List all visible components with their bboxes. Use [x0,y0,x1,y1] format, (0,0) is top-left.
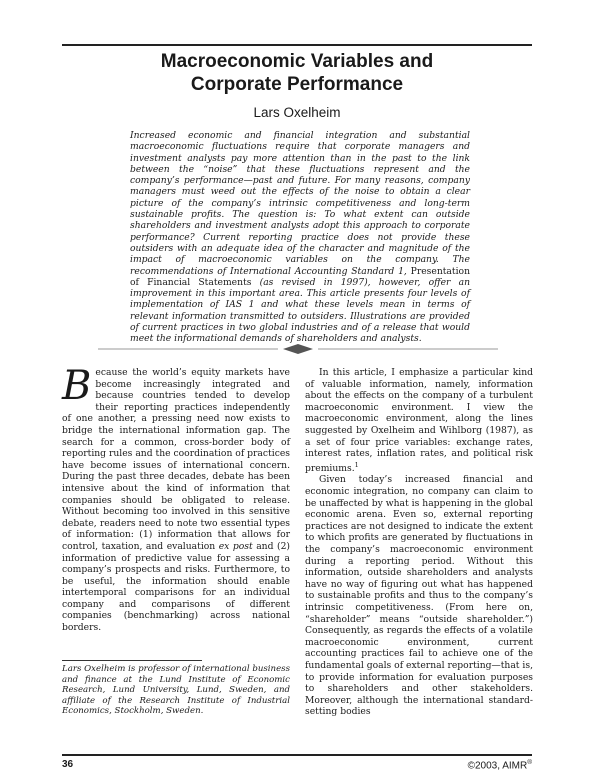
abstract-standard-name: Presentation of Financial Statements [130,265,470,288]
body-right-paragraph-2: Given today’s increased financial and economic integration, no company can claim to be unaffected by what is happening in the global economic arena. Even so, external reporting practices are not designed to indicate the extent to which profits are generated by fluctuations in the company’s macroeconomic environment during a reporting period. Without this information, outside shareholders and analysts have no way of figuring out what has happened to sustainable profits and thus to the company’s intrinsic competitiveness. (From here on, “shareholder” means “outside shareholder.”) Consequently, as regards the effects of a volatile macroeconomic environment, current accounting practices fail to achieve one of the fundamental goals of external reporting—that is, to provide information for evaluation purposes to shareholders and other stakeholders. Moreover, although the international standard-setting bodies [305,474,533,718]
body-right-paragraph-1 [305,367,533,474]
author-footnote: Lars Oxelheim is professor of international business and finance at the Lund Institute of Economic Research, Lund University, Lund, Sweden, and affiliate of the Research Institute of Industrial Economics, Stockholm, Sweden. [62,664,290,717]
copyright-text: ©2003, AIMR [467,760,528,772]
footnote-rule [62,660,202,661]
drop-cap: B [62,363,92,409]
body-right-paragraph-1-text: In this article, I emphasize a particular kind of valuable information, namely, information about the effects on the company of a turbulent macroeconomic environment. I view the macroeconomic environment, along the lines suggested by Oxelheim and Wihlborg (1987), as a set of four price variables: exchange rates, interest rates, inflation rates, and political risk premiums. [305,367,533,474]
author-name: Lars Oxelheim [253,105,341,120]
title-line-2: Corporate Performance [190,74,404,95]
copyright [468,759,532,771]
title-line-1: Macroeconomic Variables and [160,51,434,72]
body-column-right [305,367,533,718]
section-divider [98,343,498,355]
diamond-ornament-icon [283,344,313,354]
registered-mark: ® [527,759,532,766]
article-title [62,50,532,96]
abstract-text-1: Increased economic and financial integration and substantial macroeconomic fluctuations require that corporate managers and investment analysts pay more attention than in the past to the link between the “noise” that these fluctuations represent and the company’s performance—past and future. For many reasons, company managers must weed out the effects of the noise to obtain a clear picture of the company’s intrinsic competitiveness and long-term sustainable profits. The question is: To what extent can outside shareholders and investment analysts adopt this approach to corporate performance? Current reporting practice does not provide these outsiders with an adequate idea of the character and magnitude of the impact of macroeconomic variables on the company. The recommendations of International Accounting Standard 1, [130,130,470,277]
top-rule [62,44,532,46]
page-number: 36 [62,759,74,770]
abstract [130,130,470,345]
body-left-italic-term: ex post [218,540,253,552]
footnote-ref: 1 [354,460,359,469]
bottom-rule [62,754,532,756]
abstract-text-2: (as revised in 1997), however, offer an improvement in this important area. This article presents four levels of implementation of IAS 1 and what these levels mean in terms of relevant information transmitted to outsiders. Illustrations are provided of current practices in two global industries and of a release that would meet the informational demands of shareholders and analysts. [130,276,471,345]
body-column-left [62,363,291,634]
body-left-text-2: and (2) information of predictive value for assessing a company’s prospects and risks. Furthermore, to be useful, the information should enable intertemporal comparisons for an individual company and comparisons of different companies (benchmarking) across national borders. [62,540,291,634]
body-left-text-1: ecause the world’s equity markets have become increasingly integrated and because countries tended to develop their reporting practices independently of one another, a pressing need now exists to bridge the international information gap. The search for a common, cross-border body of reporting rules and the coordination of practices have become issues of international concern. During the past three decades, debate has been intensive about the kind of information that companies should be obligated to release. Without becoming too involved in this sensitive debate, readers need to note two essential types of information: (1) information that allows for control, taxation, and evaluation [62,367,290,552]
